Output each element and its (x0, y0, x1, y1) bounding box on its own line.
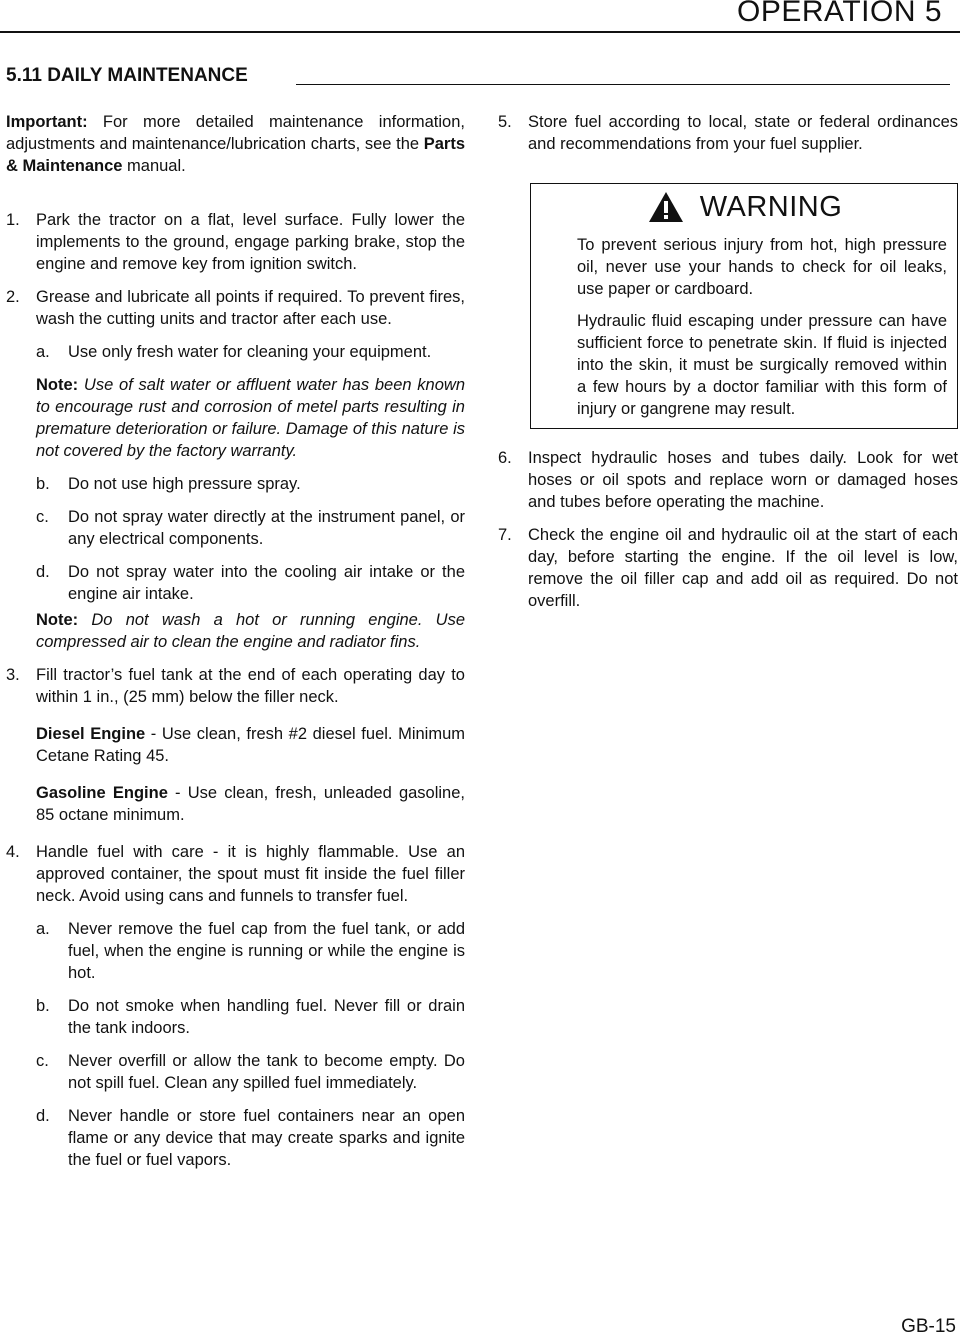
diesel-engine-spec: Diesel Engine - Use clean, fresh #2 diesel fuel. Minimum Cetane Rating 45. (36, 725, 465, 765)
step-5: 5. Store fuel according to local, state or federal ordinances and recommendations from your fuel supplier. (498, 113, 958, 153)
section-title-underline (296, 84, 950, 85)
step-4: 4. Handle fuel with care - it is highly flammable. Use an approved container, the spout must fit inside the fuel filler neck. Avoid using cans and funnels to transfer fuel. (6, 843, 465, 905)
warning-header (543, 190, 947, 224)
note-hot-engine: Note: Do not wash a hot or running engine. Use compressed air to clean the engine and radiator fins. (36, 611, 465, 651)
diesel-label: Diesel Engine (36, 725, 146, 743)
header-divider (0, 31, 960, 33)
step-4a: a. Never remove the fuel cap from the fuel tank, or add fuel, when the engine is running or while the engine is hot. (36, 920, 465, 982)
step-2b: b. Do not use high pressure spray. (36, 475, 301, 493)
step-4c: c. Never overfill or allow the tank to become empty. Do not spill fuel. Clean any spilled fuel immediately. (36, 1052, 465, 1092)
warning-box (530, 183, 958, 429)
header-title: OPERATION 5 (737, 0, 942, 28)
step-1: 1. Park the tractor on a flat, level surface. Fully lower the implements to the ground, engage parking brake, stop the engine and remove key from ignition switch. (6, 211, 465, 273)
note-label: Note: (36, 611, 79, 629)
section-title: 5.11 DAILY MAINTENANCE (6, 65, 248, 86)
warning-text-1: To prevent serious injury from hot, high pressure oil, never use your hands to check for oil leaks, use paper or cardboard. (577, 236, 947, 298)
step-2c: c. Do not spray water directly at the instrument panel, or any electrical components. (36, 508, 465, 548)
manual-name: Parts & Maintenance (6, 135, 465, 175)
step-2d: d. Do not spray water into the cooling air intake or the engine air intake. (36, 563, 465, 603)
warning-triangle-icon (648, 191, 684, 223)
warning-title: WARNING (699, 191, 843, 223)
gasoline-label: Gasoline Engine (36, 784, 168, 802)
step-7: 7. Check the engine oil and hydraulic oil at the start of each day, before starting the engine. If the oil level is low, remove the oil filler cap and add oil as required. Do not overfill. (498, 526, 958, 610)
gasoline-engine-spec: Gasoline Engine - Use clean, fresh, unleaded gasoline, 85 octane minimum. (36, 784, 465, 824)
step-4d: d. Never handle or store fuel containers near an open flame or any device that may create sparks and ignite the fuel or fuel vapors. (36, 1107, 465, 1169)
step-3: 3. Fill tractor’s fuel tank at the end of each operating day to within 1 in., (25 mm) below the filler neck. (6, 666, 465, 706)
intro-paragraph: Important: For more detailed maintenance information, adjustments and maintenance/lubrication charts, see the Parts & Maintenance manual. (6, 113, 465, 175)
left-column (6, 111, 465, 1171)
step-2: 2. Grease and lubricate all points if required. To prevent fires, wash the cutting units and tractor after each use. (6, 288, 465, 328)
page-number: GB-15 (901, 1316, 956, 1337)
right-column (498, 111, 958, 612)
step-6: 6. Inspect hydraulic hoses and tubes daily. Look for wet hoses or oil spots and replace worn or damaged hoses and tubes before operating the machine. (498, 449, 958, 511)
intro-label: Important: (6, 113, 88, 131)
note-label: Note: (36, 376, 79, 394)
step-2a: a. Use only fresh water for cleaning your equipment. (36, 343, 432, 361)
note-salt-water: Note: Use of salt water or affluent water has been known to encourage rust and corrosion of metel parts resulting in premature deterioration or failure. Damage of this nature is not covered by the factory warranty. (36, 376, 465, 460)
step-4b: b. Do not smoke when handling fuel. Never fill or drain the tank indoors. (36, 997, 465, 1037)
warning-text-2: Hydraulic fluid escaping under pressure can have sufficient force to penetrate skin. If fluid is injected into the skin, it must be surgically removed within a few hours by a doctor familiar with this form of injury or gangrene may result. (577, 312, 947, 418)
